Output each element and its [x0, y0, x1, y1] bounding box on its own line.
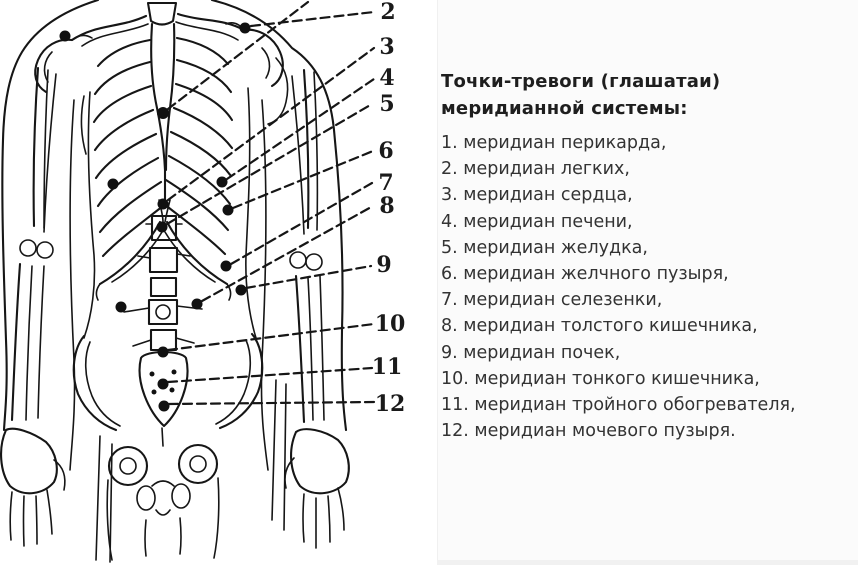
point-number-label: 3 — [379, 34, 395, 60]
legend-item: 1. меридиан перикарда, — [441, 133, 667, 153]
leader-line — [168, 324, 374, 350]
legend-item: 2. меридиан легких, — [441, 159, 630, 180]
alarm-point-dot — [159, 401, 170, 412]
alarm-point-dot — [240, 23, 251, 34]
point-number-label: 6 — [378, 138, 394, 164]
legend-list — [441, 130, 841, 444]
point-number-label: 12 — [374, 391, 406, 417]
alarm-point-dot — [217, 177, 228, 188]
legend — [441, 68, 841, 444]
leader-line — [251, 12, 374, 26]
legend-item: 12. меридиан мочевого пузыря. — [441, 421, 736, 442]
legend-item: 6. меридиан желчного пузыря, — [441, 264, 729, 285]
legend-item: 10. меридиан тонкого кишечника, — [441, 368, 760, 389]
legend-item: 9. меридиан почек, — [441, 342, 621, 363]
legend-item: 7. меридиан селезенки, — [441, 290, 663, 311]
point-number-label: 10 — [374, 311, 406, 337]
point-number-label: 11 — [371, 354, 403, 380]
alarm-point-dot — [221, 261, 232, 272]
alarm-point-dot — [158, 347, 169, 358]
alarm-point-dot — [157, 222, 168, 233]
legend-item: 5. меридиан желудка, — [441, 237, 648, 258]
alarm-point-dot — [158, 199, 169, 210]
skeleton-figure — [1, 0, 349, 562]
point-number-label: 2 — [380, 0, 396, 25]
leader-line — [202, 206, 373, 301]
point-number-label: 7 — [378, 170, 394, 196]
point-number-label: 4 — [379, 65, 395, 91]
point-number-label: 8 — [379, 193, 395, 219]
point-number-label: 5 — [379, 91, 395, 117]
alarm-point-dot — [158, 379, 169, 390]
point-number-labels — [372, 0, 406, 417]
point-number-label: 9 — [376, 252, 392, 278]
legend-item: 11. меридиан тройного обогревателя, — [441, 395, 796, 416]
legend-title-line1: Точки-тревоги (глашатаи) — [441, 71, 721, 92]
leader-line — [168, 48, 374, 200]
legend-item: 3. меридиан сердца, — [441, 185, 633, 206]
legend-item: 8. меридиан толстого кишечника, — [441, 316, 758, 337]
alarm-point-dot — [223, 205, 234, 216]
legend-title-line2: меридианной системы: — [441, 98, 688, 119]
legend-item: 4. меридиан печени, — [441, 211, 633, 232]
legend-title — [441, 68, 841, 122]
panel-bottom-strip — [437, 560, 858, 565]
alarm-point-dot — [108, 179, 119, 190]
alarm-point-dot — [116, 302, 127, 313]
alarm-point-dot — [60, 31, 71, 42]
alarm-point-dot — [236, 285, 247, 296]
alarm-point-dot — [192, 299, 203, 310]
